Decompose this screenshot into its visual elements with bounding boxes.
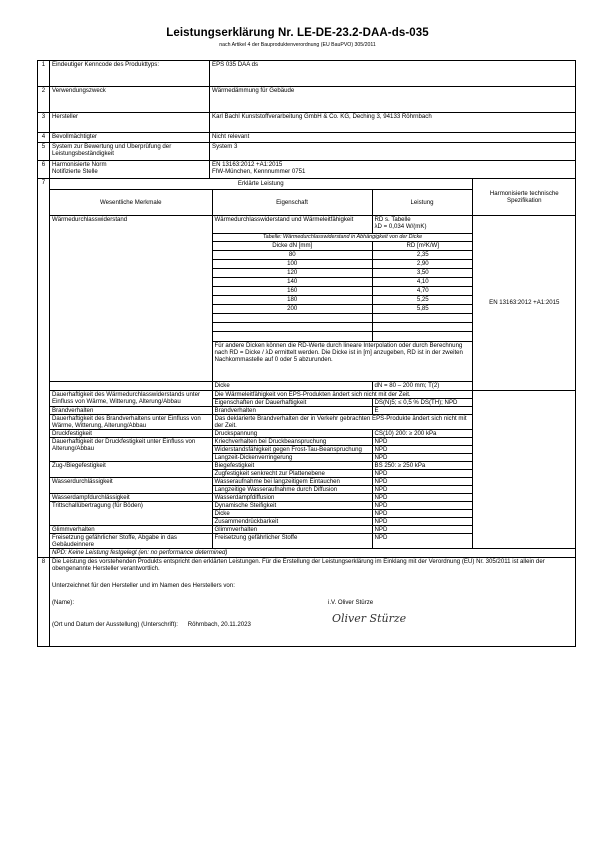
- leistung-cell: NPD: [372, 453, 472, 461]
- rd-row: [213, 251, 473, 260]
- place-label: (Ort und Datum der Ausstellung) (Unterschrift):: [52, 621, 178, 628]
- rd-row: [213, 305, 473, 314]
- row-label: Harmonisierte Norm: [52, 161, 107, 168]
- leistung-cell: NPD: [372, 525, 472, 533]
- leistung-cell: NPD: [372, 445, 472, 453]
- eigenschaft-cell: Die Wärmeleitfähigkeit von EPS-Produkten ändert sich nicht mit der Zeit.: [212, 390, 472, 398]
- spec-value: EN 13163:2012 +A1:2015: [472, 215, 575, 390]
- row-6: 6 Harmonisierte Norm Notifizierte Stelle EN 13163:2012 +A1:2015 FIW-München, Kennnummer 0751: [38, 161, 576, 179]
- rd-dicke-cell: 200: [213, 305, 373, 314]
- row-label: System zur Bewertung und Überprüfung der Leistungsbeständigkeit: [50, 143, 210, 161]
- rd-value-cell: 2,90: [373, 260, 473, 269]
- performance-row: [50, 525, 576, 533]
- interpolation-note: Für andere Dicken können die RD-Werte durch lineare Interpolation oder durch Berechnung nach RD = Dicke / λD ermittelt werden. Die Dicke ist in [m] anzugeben, RD ist in der zweiten Nachkommastelle auf 0 oder 5 abzurunden.: [212, 341, 472, 381]
- eigenschaft-cell: Dicke: [212, 509, 372, 517]
- declaration-table: [37, 60, 576, 647]
- rd-table-caption: Tabelle: Wärmedurchlasswiderstand in Abhängigkeit von der Dicke: [213, 234, 473, 242]
- rd-value-cell: 3,50: [373, 269, 473, 278]
- merkmal-cell: Freisetzung gefährlicher Stoffe, Abgabe in das Gebäudeinnere: [50, 533, 212, 548]
- eigenschaft-cell: Zugfestigkeit senkrecht zur Plattenebene: [212, 469, 372, 477]
- leistung-cell: E: [372, 406, 472, 414]
- leistung-cell: NPD: [372, 437, 472, 445]
- performance-row: [50, 390, 576, 398]
- merkmal-cell: Zug-/Biegefestigkeit: [50, 461, 212, 477]
- rd-dicke-cell: 120: [213, 269, 373, 278]
- row-8: 8 Die Leistung des vorstehenden Produkts entspricht den erklärten Leistungen. Für die Erstellung der Leistungserklärung im Einklang mit der Verordnung (EU) Nr. 305/2011 ist allein der obengenannte Hersteller verantwortlich. Unterzeichnet für den Hersteller und im Namen des Herstellers von: (Name): i.V. Oliver Stürze (Ort und Datum der Ausstellung) (Unterschrift): Röhrnbach, 20.11.2023 Oliver Stürze: [38, 558, 576, 647]
- rd-row: [213, 260, 473, 269]
- dicke-value: dN = 80 – 200 mm; T(2): [372, 381, 472, 390]
- row-value-2: FIW-München, Kennnummer 0751: [212, 168, 306, 175]
- performance-row: [50, 477, 576, 485]
- eigenschaft-cell: Biegefestigkeit: [212, 461, 372, 469]
- rd-dicke-cell: 100: [213, 260, 373, 269]
- leistung-cell: DS(N)5; ≤ 0,5 % DS(TH); NPD: [372, 398, 472, 406]
- dicke-label: Dicke: [212, 381, 372, 390]
- npd-note: NPD: Keine Leistung festgelegt (en: no performance determined): [50, 548, 576, 557]
- row-label: Bevollmächtigter: [50, 133, 210, 143]
- leistung-cell: CS(10) 200: ≥ 200 kPa: [372, 429, 472, 437]
- rd-value: RD s. Tabelle: [374, 215, 411, 223]
- section8-text: Die Leistung des vorstehenden Produkts entspricht den erklärten Leistungen. Für die Erstellung der Leistungserklärung im Einklang mit der Verordnung (EU) Nr. 305/2011 ist allein der obengenannte Hersteller verantwortlich.: [52, 558, 545, 572]
- merkmal-cell: Wasserdurchlässigkeit: [50, 477, 212, 493]
- row-4: 4 Bevollmächtigter Nicht relevant: [38, 133, 576, 143]
- rd-dicke-cell: 160: [213, 287, 373, 296]
- waerme-prop: Wärmedurchlasswiderstand und Wärmeleitfähigkeit: [212, 215, 372, 233]
- performance-row: [50, 533, 576, 548]
- rd-value-cell: 5,85: [373, 305, 473, 314]
- leistung-cell: BS 250: ≥ 250 kPa: [372, 461, 472, 469]
- page-subtitle: nach Artikel 4 der Bauproduktenverordnung (EU BauPVO) 305/2011: [219, 42, 376, 48]
- rd-table: [213, 234, 473, 341]
- eigenschaft-cell: Eigenschaften der Dauerhaftigkeit: [212, 398, 372, 406]
- waerme-label: Wärmedurchlasswiderstand: [50, 215, 212, 381]
- row-value: EN 13163:2012 +A1:2015: [212, 161, 283, 168]
- spec-heading: Harmonisierte technische Spezifikation: [472, 179, 575, 215]
- eigenschaft-cell: Wasseraufnahme bei langzeitigem Eintauchen: [212, 477, 372, 485]
- page-title: Leistungserklärung Nr. LE-DE-23.2-DAA-ds-035: [166, 27, 429, 39]
- merkmal-cell: Wasserdampfdurchlässigkeit: [50, 493, 212, 501]
- row-5: 5 System zur Bewertung und Überprüfung der Leistungsbeständigkeit System 3: [38, 143, 576, 161]
- rd-row: [213, 287, 473, 296]
- performance-row: [50, 406, 576, 414]
- row-value: EPS 035 DAA ds: [210, 61, 576, 87]
- merkmal-cell: Glimmverhalten: [50, 525, 212, 533]
- rd-value-cell: 4,70: [373, 287, 473, 296]
- merkmal-cell: Druckfestigkeit: [50, 429, 212, 437]
- leistung-cell: NPD: [372, 501, 472, 509]
- performance-row: [50, 437, 576, 445]
- performance-row: [50, 429, 576, 437]
- row-label: Eindeutiger Kenncode des Produkttyps:: [50, 61, 210, 87]
- place-value: Röhrnbach, 20.11.2023: [187, 621, 251, 628]
- row-value: Nicht relevant: [210, 133, 576, 143]
- performance-row: [50, 414, 576, 429]
- eigenschaft-cell: Widerstandsfähigkeit gegen Frost-Tau-Beanspruchung: [212, 445, 372, 453]
- eigenschaft-cell: Das deklarierte Brandverhalten der in Verkehr gebrachten EPS-Produkte ändert sich nicht mit der Zeit.: [212, 414, 472, 429]
- eigenschaft-cell: Langzeit-Dickenverringerung: [212, 453, 372, 461]
- rd-value-cell: 2,35: [373, 251, 473, 260]
- eigenschaft-cell: Brandverhalten: [212, 406, 372, 414]
- eigenschaft-cell: Freisetzung gefährlicher Stoffe: [212, 533, 372, 548]
- merkmal-cell: Trittschallübertragung (für Böden): [50, 501, 212, 525]
- rd-row: [213, 278, 473, 287]
- performance-row: [50, 461, 576, 469]
- merkmal-cell: Brandverhalten: [50, 406, 212, 414]
- row-value: Wärmedämmung für Gebäude: [210, 87, 576, 113]
- eigenschaft-cell: Wasserdampfdiffusion: [212, 493, 372, 501]
- signed-for: Unterzeichnet für den Hersteller und im Namen des Herstellers von:: [52, 582, 235, 589]
- eigenschaft-cell: Langzeitige Wasseraufnahme durch Diffusion: [212, 485, 372, 493]
- row-3: 3 Hersteller Karl Bachl Kunststoffverarbeitung GmbH & Co. KG, Deching 3, 94133 Röhrnbach: [38, 113, 576, 133]
- row-label-2: Notifizierte Stelle: [52, 168, 98, 175]
- leistung-cell: NPD: [372, 469, 472, 477]
- rd-value-cell: 5,25: [373, 296, 473, 305]
- row-label: Hersteller: [50, 113, 210, 133]
- leistung-cell: NPD: [372, 477, 472, 485]
- lambda-value: λD = 0,034 W/(mK): [374, 222, 427, 230]
- row-label: Verwendungszweck: [50, 87, 210, 113]
- rd-head-dicke: Dicke dN [mm]: [213, 242, 373, 251]
- rd-row: [213, 269, 473, 278]
- eigenschaft-cell: Zusammendrückbarkeit: [212, 517, 372, 525]
- name-value: i.V. Oliver Stürze: [328, 599, 374, 606]
- rd-row: [213, 296, 473, 305]
- rd-value-cell: 4,10: [373, 278, 473, 287]
- performance-row: [50, 493, 576, 501]
- eigenschaft-cell: Dynamische Steifigkeit: [212, 501, 372, 509]
- rd-dicke-cell: 180: [213, 296, 373, 305]
- leistung-cell: NPD: [372, 509, 472, 517]
- row-2: 2 Verwendungszweck Wärmedämmung für Gebäude: [38, 87, 576, 113]
- leistung-cell: NPD: [372, 533, 472, 548]
- merkmal-cell: Dauerhaftigkeit der Druckfestigkeit unter Einfluss von Alterung/Abbau: [50, 437, 212, 461]
- eigenschaft-heading: Eigenschaft: [212, 189, 372, 215]
- eigenschaft-cell: Glimmverhalten: [212, 525, 372, 533]
- name-label: (Name):: [52, 599, 75, 606]
- leistung-cell: NPD: [372, 485, 472, 493]
- rd-dicke-cell: 140: [213, 278, 373, 287]
- signature: Oliver Stürze: [332, 612, 407, 625]
- declared-heading: Erklärte Leistung: [50, 179, 472, 189]
- row-value: System 3: [210, 143, 576, 161]
- rd-head-rd: RD [m²K/W]: [373, 242, 473, 251]
- leistung-cell: NPD: [372, 517, 472, 525]
- row-7: 7 Erklärte Leistung Harmonisierte technische Spezifikation Wesentliche Merkmale Eigenschaft Leistung Wärmedurchlasswiderstand Wärmedurchlasswiderstand und Wärmeleitfähigkeit RD s. Tabelle λD = 0,034 W/(mK) EN 13163:2012 +A1:2015 Tabelle: Wärmedurchlasswiderstand in Abhängigkeit von der Dicke Dicke dN [mm] RD [m²K/W] 80 2,35 100 2,90 120 3,50 140 4,10 160 4,70 180 5,25 200 5,85 Für andere Dicken können die RD-Werte durch lineare Interpolation oder durch Berechnung nach RD = Dicke / λD ermittelt werden. Die Dicke ist in [m] anzugeben, RD ist in der zweiten Nachkommastelle auf 0 oder 5 abzurunden. Dicke dN = 80 – 200 mm; T(2) Dauerhaftigkeit des Wärmedurchlasswiderstands unter Einfluss von Wärme, Witterung, Alterung/Abbau Die Wärmeleitfähigkeit von EPS-Produkten ändert sich nicht mit der Zeit. Eigenschaften der Dauerhaftigkeit DS(N)5; ≤ 0,5 % DS(TH); NPD Brandverhalten Brandverhalten E Dauerhaftigkeit des Brandverhaltens unter Einfluss von Wärme, Witterung, Alterung/Abbau Das deklarierte Brandverhalten der in Verkehr gebrachten EPS-Produkte ändert sich nicht mit der Zeit. Druckfestigkeit Druckspannung CS(10) 200: ≥ 200 kPa Dauerhaftigkeit der Druckfestigkeit unter Einfluss von Alterung/Abbau Kriechverhalten bei Druckbeanspruchung NPD Widerstandsfähigkeit gegen Frost-Tau-Beanspruchung NPD Langzeit-Dickenverringerung NPD Zug-/Biegefestigkeit Biegefestigkeit BS 250: ≥ 250 kPa Zugfestigkeit senkrecht zur Plattenebene NPD Wasserdurchlässigkeit Wasseraufnahme bei langzeitigem Eintauchen NPD Langzeitige Wasseraufnahme durch Diffusion NPD Wasserdampfdurchlässigkeit Wasserdampfdiffusion NPD Trittschallübertragung (für Böden) Dynamische Steifigkeit NPD Dicke NPD Zusammendrückbarkeit NPD Glimmverhalten Glimmverhalten NPD Freisetzung gefährlicher Stoffe, Abgabe in das Gebäudeinnere Freisetzung gefährlicher Stoffe NPD NPD: Keine Leistung festgelegt (en: no performance determined): [38, 179, 576, 558]
- merkmal-cell: Dauerhaftigkeit des Wärmedurchlasswiderstands unter Einfluss von Wärme, Witterung, Alterung/Abbau: [50, 390, 212, 406]
- leistung-heading: Leistung: [372, 189, 472, 215]
- row-value: Karl Bachl Kunststoffverarbeitung GmbH & Co. KG, Deching 3, 94133 Röhrnbach: [210, 113, 576, 133]
- performance-table: [50, 179, 576, 557]
- rd-dicke-cell: 80: [213, 251, 373, 260]
- merkmal-heading: Wesentliche Merkmale: [50, 189, 212, 215]
- merkmal-cell: Dauerhaftigkeit des Brandverhaltens unter Einfluss von Wärme, Witterung, Alterung/Abbau: [50, 414, 212, 429]
- leistung-cell: NPD: [372, 493, 472, 501]
- eigenschaft-cell: Kriechverhalten bei Druckbeanspruchung: [212, 437, 372, 445]
- row-1: 1 Eindeutiger Kenncode des Produkttyps: EPS 035 DAA ds: [38, 61, 576, 87]
- eigenschaft-cell: Druckspannung: [212, 429, 372, 437]
- performance-row: [50, 501, 576, 509]
